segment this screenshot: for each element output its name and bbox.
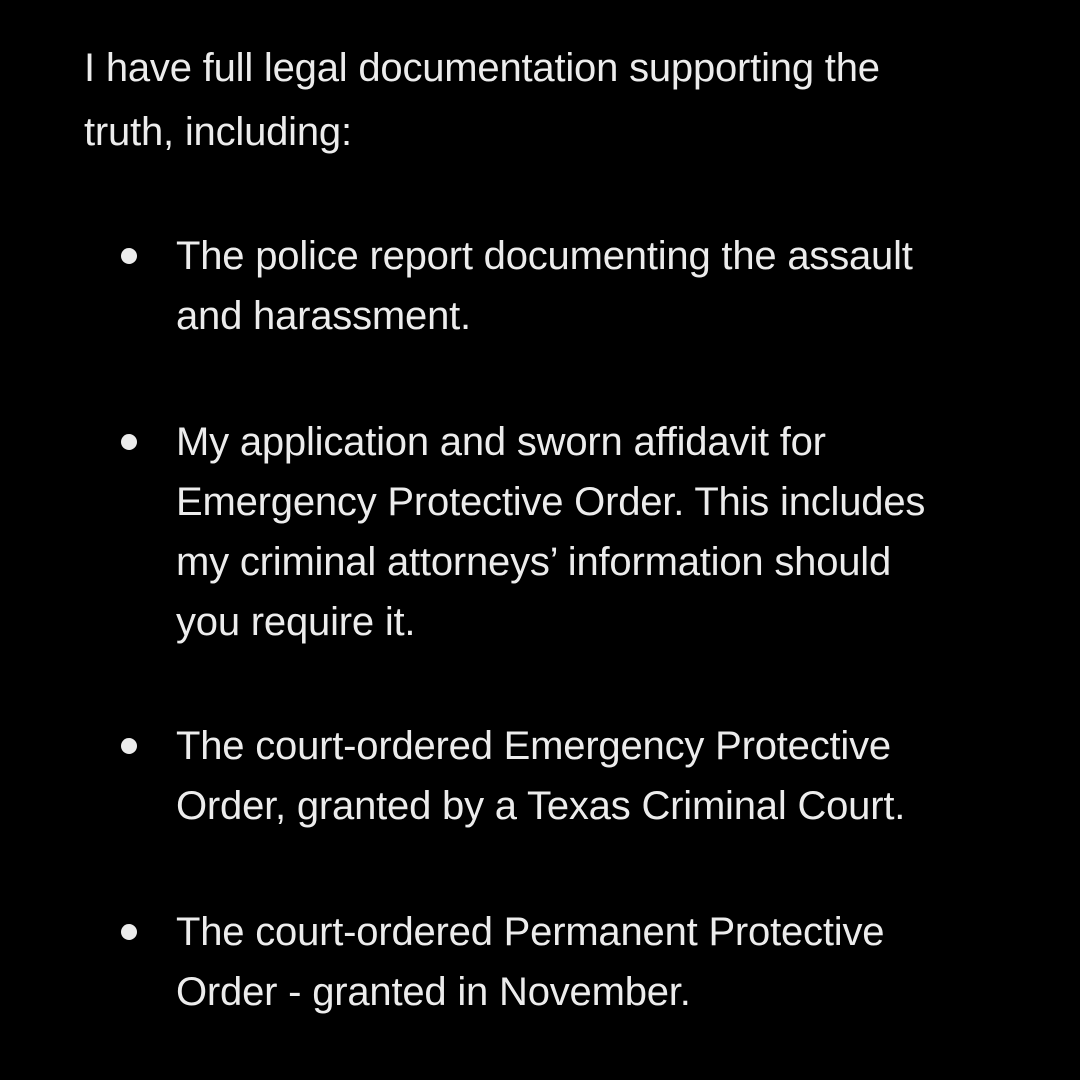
list-item-police-report: [176, 226, 1036, 346]
list-item-line: Order - granted in November.: [176, 970, 691, 1014]
list-item-line: The police report documenting the assault: [176, 234, 913, 278]
list-item-line: The court-ordered Permanent Protective: [176, 910, 885, 954]
list-item-permanent-order: [176, 902, 1036, 1022]
bullet-icon: [121, 248, 137, 264]
intro-line: truth, including:: [84, 110, 352, 154]
list-item-line: and harassment.: [176, 294, 471, 338]
list-item-affidavit: [176, 412, 1036, 652]
list-item-emergency-order: [176, 716, 1036, 836]
bullet-icon: [121, 434, 137, 450]
list-item-line: my criminal attorneys’ information should: [176, 540, 892, 584]
list-item-line: The court-ordered Emergency Protective: [176, 724, 891, 768]
list-item-line: Emergency Protective Order. This includes: [176, 480, 926, 524]
intro-paragraph: [84, 36, 1024, 164]
intro-line: I have full legal documentation supporting the: [84, 46, 880, 90]
bullet-icon: [121, 924, 137, 940]
list-item-line: My application and sworn affidavit for: [176, 420, 826, 464]
list-item-line: Order, granted by a Texas Criminal Court.: [176, 784, 906, 828]
bullet-icon: [121, 738, 137, 754]
list-item-line: you require it.: [176, 600, 416, 644]
